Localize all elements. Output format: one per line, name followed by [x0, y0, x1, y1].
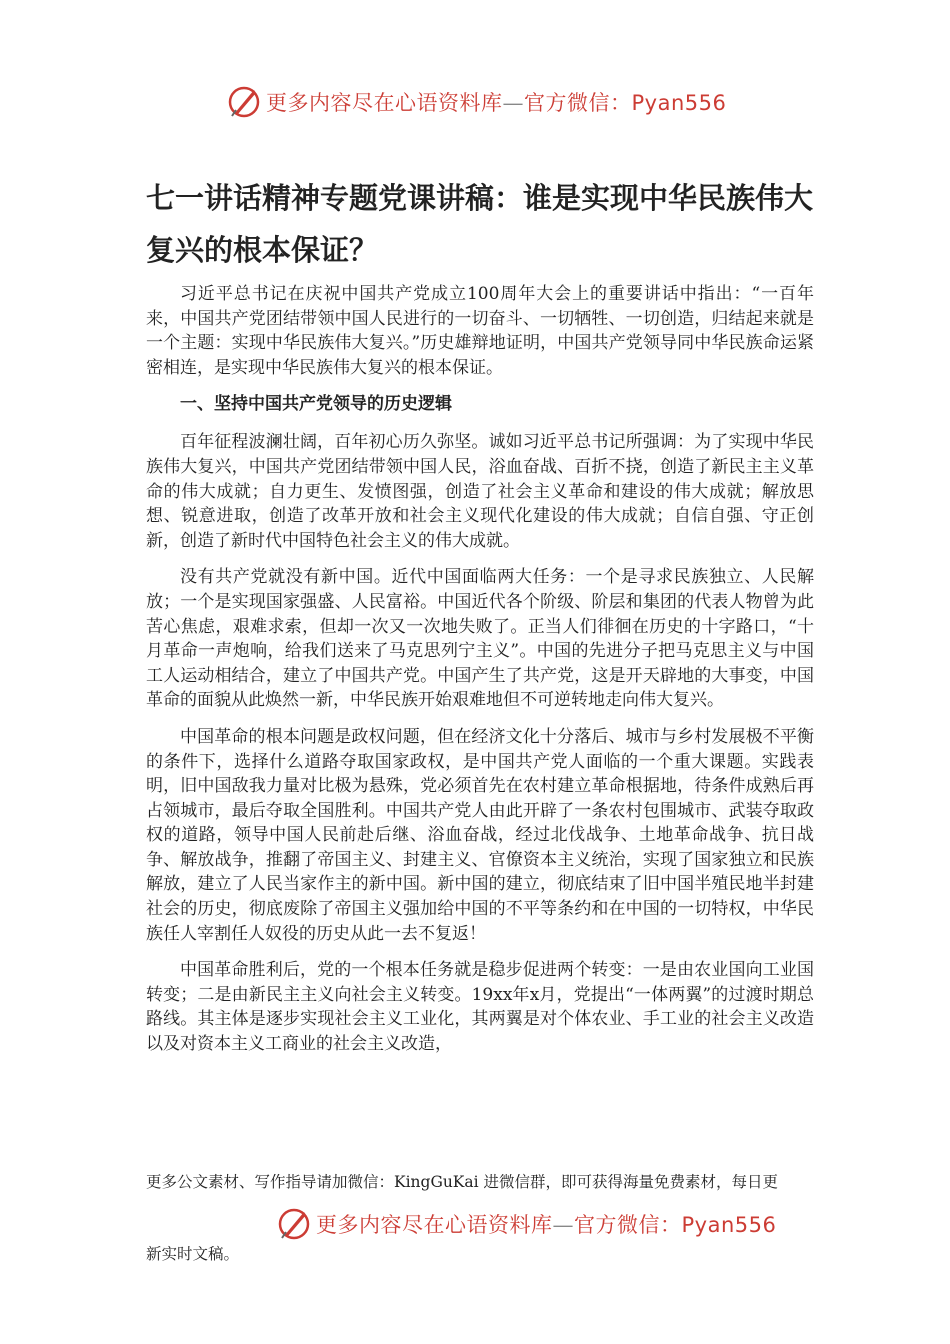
watermark-header [226, 84, 726, 120]
paragraph-2: 百年征程波澜壮阔，百年初心历久弥坚。诚如习近平总书记所强调：为了实现中华民族伟大复兴，中国共产党团结带领中国人民，浴血奋战、百折不挠，创造了新民主主义革命的伟大成就；自力更生、发愤图强，创造了社会主义革命和建设的伟大成就；解放思想、锐意进取，创造了改革开放和社会主义现代化建设的伟大成就；自信自强、守正创新，创造了新时代中国特色社会主义的伟大成就。 [146, 432, 814, 551]
footer-tail: 新实时文稿。 [146, 1245, 240, 1263]
quill-seal-icon [276, 1206, 312, 1242]
watermark-brand: 更多内容尽在心语资料库 [316, 1213, 553, 1237]
document-body [146, 282, 814, 1069]
watermark-dash: — [502, 91, 524, 115]
page-title: 七一讲话精神专题党课讲稿：谁是实现中华民族伟大复兴的根本保证？ [146, 181, 814, 267]
paragraph-5: 中国革命胜利后，党的一个根本任务就是稳步促进两个转变：一是由农业国向工业国转变；二是由新民主主义向社会主义转变。19xx年x月，党提出“一体两翼”的过渡时期总路线。其主体是逐步实现社会主义工业化，其两翼是对个体农业、手工业的社会主义改造以及对资本主义工商业的社会主义改造， [146, 960, 814, 1055]
paragraph-intro: 习近平总书记在庆祝中国共产党成立100周年大会上的重要讲话中指出：“一百年来，中国共产党团结带领中国人民进行的一切奋斗、一切牺牲、一切创造，归结起来就是一个主题：实现中华民族伟大复兴。”历史雄辩地证明，中国共产党领导同中华民族命运紧密相连，是实现中华民族伟大复兴的根本保证。 [146, 284, 814, 378]
watermark-id: Pyan556 [631, 91, 727, 115]
watermark-dash: — [552, 1213, 574, 1237]
watermark-id: Pyan556 [681, 1213, 777, 1237]
quill-seal-icon [226, 84, 262, 120]
watermark-official: 官方微信： [574, 1213, 682, 1237]
watermark-text [316, 1209, 776, 1239]
paragraph-3: 没有共产党就没有新中国。近代中国面临两大任务：一个是寻求民族独立、人民解放；一个是实现国家强盛、人民富裕。中国近代各个阶级、阶层和集团的代表人物曾为此苦心焦虑，艰难求索，但却一次又一次地失败了。正当人们徘徊在历史的十字路口，“十月革命一声炮响，给我们送来了马克思列宁主义”。中国的先进分子把马克思主义与中国工人运动相结合，建立了中国共产党。中国产生了共产党，这是开天辟地的大事变，中国革命的面貌从此焕然一新，中华民族开始艰难地但不可逆转地走向伟大复兴。 [146, 567, 814, 711]
footer-note: 更多公文素材、写作指导请加微信：KingGuKai 进微信群，即可获得海量免费素材，每日更 [146, 1173, 779, 1191]
watermark-official: 官方微信： [524, 91, 632, 115]
watermark-footer [276, 1206, 776, 1242]
watermark-text [266, 87, 726, 117]
section-heading-1: 一、坚持中国共产党领导的历史逻辑 [180, 394, 452, 415]
watermark-brand: 更多内容尽在心语资料库 [266, 91, 503, 115]
paragraph-4: 中国革命的根本问题是政权问题，但在经济文化十分落后、城市与乡村发展极不平衡的条件下，选择什么道路夺取国家政权，是中国共产党人面临的一个重大课题。实践表明，旧中国敌我力量对比极为悬殊，党必须首先在农村建立革命根据地，待条件成熟后再占领城市，最后夺取全国胜利。中国共产党人由此开辟了一条农村包围城市、武装夺取政权的道路，领导中国人民前赴后继、浴血奋战，经过北伐战争、土地革命战争、抗日战争、解放战争，推翻了帝国主义、封建主义、官僚资本主义统治，实现了国家独立和民族解放，建立了人民当家作主的新中国。新中国的建立，彻底结束了旧中国半殖民地半封建社会的历史，彻底废除了帝国主义强加给中国的不平等条约和在中国的一切特权，中华民族任人宰割任人奴役的历史从此一去不复返！ [146, 726, 814, 944]
